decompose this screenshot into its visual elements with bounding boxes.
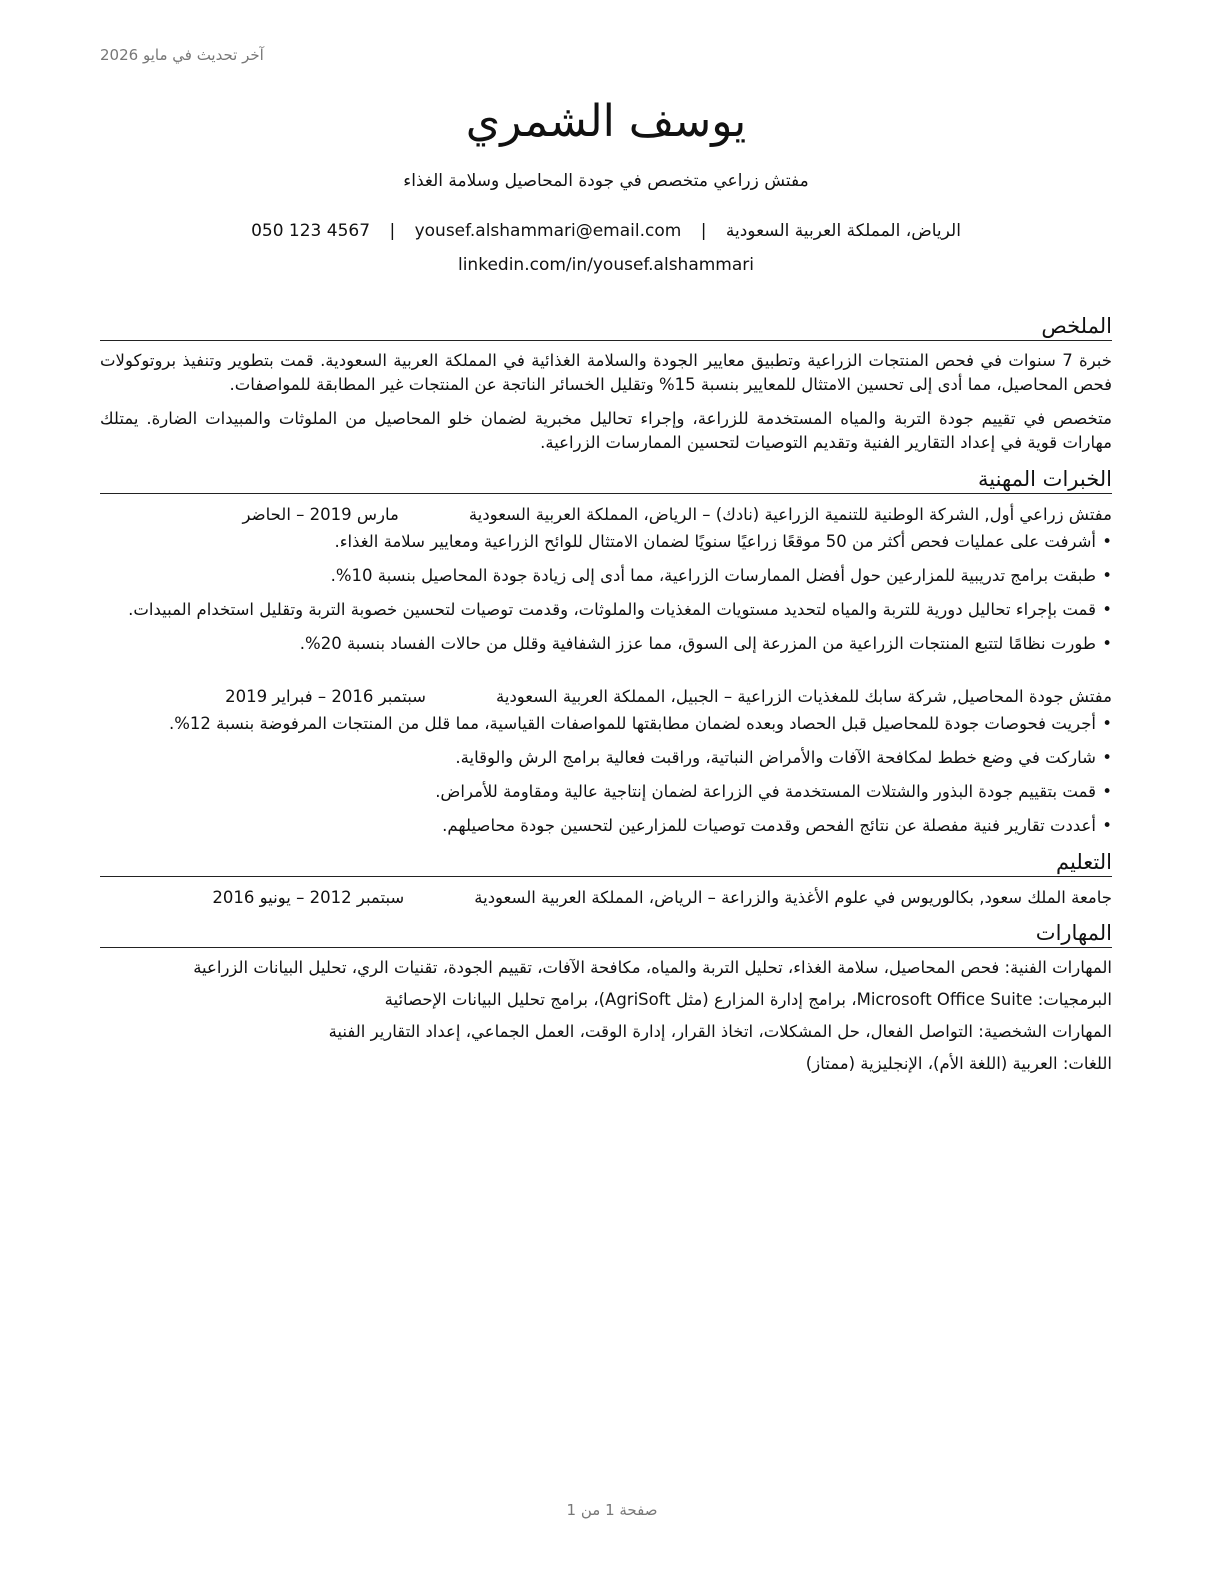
contact-phone: 050 123 4567 (251, 221, 371, 241)
job-bullet: • أشرفت على عمليات فحص أكثر من 50 موقعًا زراعيًا سنويًا لضمان الامتثال للوائح الزراعية ومعايير سلامة الغذاء. (100, 530, 1112, 554)
contact-separator: | (700, 221, 707, 241)
education-institution-degree: جامعة الملك سعود, بكالوريوس في علوم الأغذية والزراعة – الرياض، المملكة العربية السعودية (474, 888, 1112, 907)
job-entry (100, 502, 1112, 656)
job-title-company: مفتش زراعي أول, الشركة الوطنية للتنمية الزراعية (نادك) – الرياض، المملكة العربية السعودية (468, 505, 1112, 524)
job-bullet: • شاركت في وضع خطط لمكافحة الآفات والأمراض النباتية، وراقبت فعالية برامج الرش والوقاية. (100, 746, 1112, 770)
education-dates: سبتمبر 2012 – يونيو 2016 (212, 888, 405, 907)
job-bullet: • أعددت تقارير فنية مفصلة عن نتائج الفحص وقدمت توصيات للمزارعين لتحسين جودة محاصيلهم. (100, 814, 1112, 838)
job-bullets (100, 530, 1112, 656)
section-title-education: التعليم (100, 848, 1112, 877)
section-title-experience: الخبرات المهنية (100, 465, 1112, 494)
job-header (100, 502, 1112, 528)
candidate-name: يوسف الشمري (465, 96, 747, 147)
contact-line (100, 218, 1112, 244)
job-bullets (100, 712, 1112, 838)
education-entry (100, 885, 1112, 911)
professional-headline: مفتش زراعي متخصص في جودة المحاصيل وسلامة الغذاء (403, 171, 809, 191)
job-bullet: • طبقت برامج تدريبية للمزارعين حول أفضل الممارسات الزراعية، مما أدى إلى زيادة جودة المحاصيل بنسبة 10%. (100, 564, 1112, 588)
job-title-company: مفتش جودة المحاصيل, شركة سابك للمغذيات الزراعية – الجبيل، المملكة العربية السعودية (496, 687, 1112, 706)
job-bullet: • طورت نظامًا لتتبع المنتجات الزراعية من المزرعة إلى السوق، مما عزز الشفافية وقلل من حالات الفساد بنسبة 20%. (100, 632, 1112, 656)
skills-section (100, 919, 1112, 1076)
job-entry (100, 684, 1112, 838)
last-updated-note: آخر تحديث في مايو 2026 (100, 46, 264, 64)
section-title-summary: الملخص (100, 312, 1112, 341)
page-number: صفحة 1 من 1 (566, 1501, 658, 1519)
resume-body (100, 312, 1112, 1084)
job-header (100, 684, 1112, 710)
contact-linkedin[interactable]: linkedin.com/in/yousef.alshammari (457, 255, 754, 275)
experience-section (100, 465, 1112, 838)
skills-languages: اللغات: العربية (اللغة الأم)، الإنجليزية (ممتاز) (805, 1054, 1112, 1073)
job-spacer (100, 666, 1112, 680)
job-dates: مارس 2019 – الحاضر (242, 505, 399, 524)
summary-paragraph: خبرة 7 سنوات في فحص المنتجات الزراعية وتطبيق معايير الجودة والسلامة الغذائية في المملكة العربية السعودية. قمت بتطوير وتنفيذ بروتوكولات فحص المحاصيل، مما أدى إلى تحسين الامتثال للمعايير بنسبة 15% وتقليل الخسائر الناتجة عن المنتجات غير المطابقة للمواصفات. (100, 351, 1112, 394)
contact-separator: | (389, 221, 396, 241)
job-bullet: • قمت بإجراء تحاليل دورية للتربة والمياه لتحديد مستويات المغذيات والملوثات، وقدمت توصيات لتحسين خصوبة التربة وتقليل استخدام المبيدات. (100, 598, 1112, 622)
job-bullet: • قمت بتقييم جودة البذور والشتلات المستخدمة في الزراعة لضمان إنتاجية عالية ومقاومة للأمراض. (100, 780, 1112, 804)
skills-soft: المهارات الشخصية: التواصل الفعال، حل المشكلات، اتخاذ القرار، إدارة الوقت، العمل الجماعي، إعداد التقارير الفنية (328, 1022, 1112, 1041)
job-dates: سبتمبر 2016 – فبراير 2019 (225, 687, 426, 706)
contact-location: الرياض، المملكة العربية السعودية (725, 221, 961, 241)
resume-header (100, 92, 1112, 278)
summary-paragraph: متخصص في تقييم جودة التربة والمياه المستخدمة للزراعة، وإجراء تحاليل مخبرية لضمان خلو المحاصيل من الملوثات والمبيدات الضارة. يمتلك مهارات قوية في إعداد التقارير الفنية وتقديم التوصيات لتحسين الممارسات الزراعية. (100, 409, 1112, 452)
summary-section (100, 312, 1112, 455)
contact-email[interactable]: yousef.alshammari@email.com (414, 221, 682, 241)
section-title-skills: المهارات (100, 919, 1112, 948)
job-bullet: • أجريت فحوصات جودة للمحاصيل قبل الحصاد وبعده لضمان مطابقتها للمواصفات القياسية، مما قلل من المنتجات المرفوضة بنسبة 12%. (100, 712, 1112, 736)
skills-software: البرمجيات: Microsoft Office Suite، برامج إدارة المزارع (مثل AgriSoft)، برامج تحليل البيانات الإحصائية (384, 990, 1112, 1009)
education-section (100, 848, 1112, 911)
skills-technical: المهارات الفنية: فحص المحاصيل، سلامة الغذاء، تحليل التربة والمياه، مكافحة الآفات، تقييم الجودة، تقنيات الري، تحليل البيانات الزراعية (193, 958, 1112, 977)
